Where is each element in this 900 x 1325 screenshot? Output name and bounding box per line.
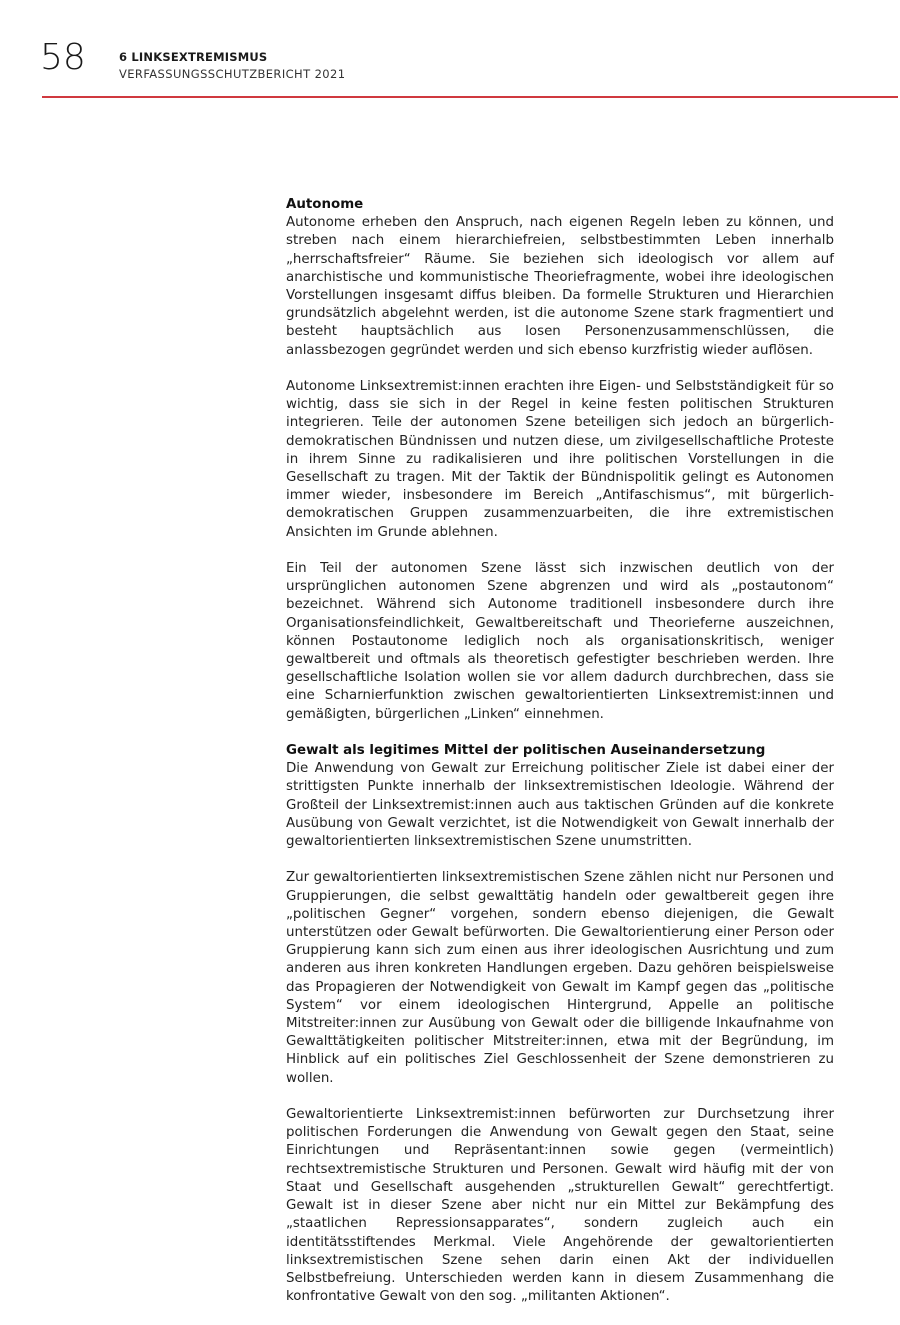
page-number: 58	[40, 37, 86, 78]
paragraph: Ein Teil der autonomen Szene lässt sich inzwischen deutlich von der ursprünglichen autonomen Szene abgrenzen und wird als „postautonom“ bezeichnet. Während sich Autonome traditionell insbesondere durch ihre Organisationsfeindlichkeit, Gewaltbereitschaft und Theorieferne auszeichnen, können Postautonome lediglich noch als organisationskritisch, weniger gewaltbereit und oftmals als theoretisch gefestigter beschrieben werden. Ihre gesellschaftliche Isolation wollen sie vor allem dadurch durchbrechen, dass sie eine Scharnierfunktion zwischen gewaltorientierten Linksextremist:innen und gemäßigten, bürgerlichen „Linken“ einnehmen.	[286, 561, 834, 722]
section-heading: Autonome	[286, 197, 364, 212]
section-heading: Gewalt als legitimes Mittel der politischen Auseinandersetzung	[286, 743, 766, 759]
main-content	[286, 196, 834, 1325]
paragraph: Die Anwendung von Gewalt zur Erreichung politischer Ziele ist dabei einer der strittigsten Punkte innerhalb der linksextremistischen Ideologie. Während der Großteil der Linksextremist:innen auch aus taktischen Gründen auf die konkrete Ausübung von Gewalt verzichtet, ist die Notwendigkeit von Gewalt innerhalb der gewaltorientierten linksextremistischen Szene unumstritten.	[286, 761, 834, 850]
page-header	[0, 0, 900, 100]
report-title: VERFASSUNGSSCHUTZBERICHT 2021	[119, 67, 346, 81]
paragraph: Gewaltorientierte Linksextremist:innen befürworten zur Durchsetzung ihrer politischen Forderungen die Anwendung von Gewalt gegen den Staat, seine Einrichtungen und Repräsentant:innen sowie gegen (vermeintlich) rechtsextremistische Strukturen und Personen. Gewalt wird häufig mit der von Staat und Gesellschaft ausgehenden „strukturellen Gewalt“ gerechtfertigt. Gewalt ist in dieser Szene aber nicht nur ein Mittel zur Bekämpfung des „staatlichen Repressionsapparates“, sondern zugleich auch ein identitätsstiftendes Merkmal. Viele Angehörende der gewaltorientierten linksextremistischen Szene sehen darin einen Akt der individuellen Selbstbefreiung. Unterschieden werden kann in diesem Zusammenhang die konfrontative Gewalt von den sog. „militanten Aktionen“.	[286, 1107, 834, 1305]
section-autonome	[286, 196, 834, 724]
paragraph: Autonome erheben den Anspruch, nach eigenen Regeln leben zu können, und streben nach einem hierarchiefreien, selbstbestimmten Leben innerhalb „herrschaftsfreier“ Räume. Sie beziehen sich ideologisch vor allem auf anarchistische und kommunistische Theoriefragmente, wobei ihre ideologischen Vorstellungen insgesamt diffus bleiben. Da formelle Strukturen und Hierarchien grundsätzlich abgelehnt werden, ist die autonome Szene stark fragmentiert und besteht hauptsächlich aus losen Personenzusammenschlüssen, die anlassbezogen gegründet werden und sich ebenso kurzfristig wieder auflösen.	[286, 215, 834, 358]
section-gewalt	[286, 742, 834, 1306]
chapter-title: 6 LINKSEXTREMISMUS	[119, 50, 268, 64]
header-divider	[42, 96, 898, 98]
paragraph: Zur gewaltorientierten linksextremistischen Szene zählen nicht nur Personen und Gruppierungen, die selbst gewalttätig handeln oder gewaltbereit gegen ihre „politischen Gegner“ vorgehen, sondern ebenso diejenigen, die Gewalt unterstützen oder Gewalt befürworten. Die Gewaltorientierung einer Person oder Gruppierung kann sich zum einen aus ihrer ideologischen Ausrichtung und zum anderen aus ihren konkreten Handlungen ergeben. Dazu gehören beispielsweise das Propagieren der Notwendigkeit von Gewalt im Kampf gegen das „politische System“ vor einem ideologischen Hintergrund, Appelle an politische Mitstreiter:innen zur Ausübung von Gewalt oder die billigende Inkaufnahme von Gewalttätigkeiten politischer Mitstreiter:innen, etwa mit der Begründung, im Hinblick auf ein politisches Ziel Geschlossenheit der Szene demonstrieren zu wollen.	[286, 870, 834, 1086]
paragraph: Autonome Linksextremist:innen erachten ihre Eigen- und Selbstständigkeit für so wichtig, dass sie sich in der Regel in keine festen politischen Strukturen integrieren. Teile der autonomen Szene beteiligen sich jedoch an bürgerlich-demokratischen Bündnissen und nutzen diese, um zivilgesellschaftliche Proteste in ihrem Sinne zu radikalisieren und ihre politischen Vorstellungen in die Gesellschaft zu tragen. Mit der Taktik der Bündnispolitik gelingt es Autonomen immer wieder, insbesondere im Bereich „Antifaschismus“, mit bürgerlich-demokratischen Gruppen zusammenzuarbeiten, die ihre extremistischen Ansichten im Grunde ablehnen.	[286, 379, 834, 540]
